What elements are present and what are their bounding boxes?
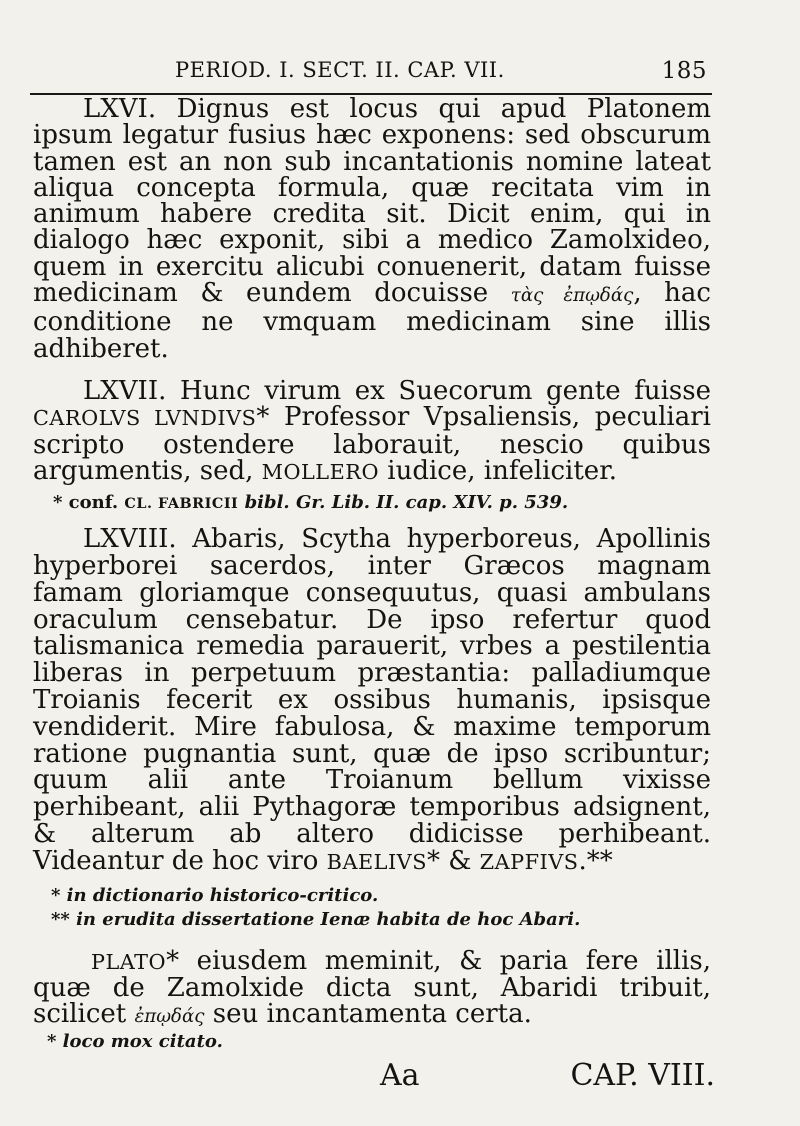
running-header [175, 58, 715, 90]
paragraph-text: Dignus est locus qui apud Platonem ipsum legatur fusius hæc exponens: sed obscurum tamen est an non sub incantationis nomine lateat aliqua concepta formula, quæ recitata vim in animum habere credita sit. Dicit enim, qui in dialogo hæc exponit, sibi a medico Zamolxideo, quem in exercitu alicubi conuenerit, datam fuisse medicinam & eundem docuisse [33, 94, 711, 309]
paragraph-numeral: LXVIII. [83, 524, 177, 555]
paragraph-66 [33, 96, 711, 362]
greek-phrase: τὰς ἐπῳδάς [510, 285, 634, 307]
paragraph-text: * Professor Vpsaliensis, peculiari scripto ostendere laborauit, nescio quibus argumentis, sed, [33, 402, 711, 486]
paragraph-numeral: LXVII. [83, 375, 167, 406]
paragraph-text: , hac conditione ne vmquam medicinam sine illis adhiberet. [33, 278, 711, 364]
paragraph-text: * & [426, 845, 472, 876]
person-name: BAELIVS [326, 849, 427, 874]
paragraph-67 [33, 375, 711, 486]
text-block [33, 96, 711, 1054]
footnote: * loco mox citato. [47, 1031, 223, 1053]
paragraph-68 [33, 526, 711, 875]
page-footer [380, 1058, 715, 1098]
person-name: CAROLVS LVNDIVS [33, 406, 257, 431]
greek-phrase: ἐπῳδάς [134, 1006, 205, 1028]
paragraph-text: iudice, infeliciter. [387, 455, 618, 486]
paragraph-text: .** [578, 845, 613, 876]
catchword: CAP. VIII. [570, 1058, 715, 1093]
paragraph-text: seu incantamenta certa. [212, 999, 532, 1030]
person-name: ZAPFIVS [479, 849, 579, 874]
footnote: * in dictionario historico-critico. [51, 884, 379, 906]
person-name: MOLLERO [261, 459, 380, 484]
paragraph-text: * eiusdem meminit, & paria fere illis, quæ de Zamolxide dicta sunt, Abaridi tribuit, scilicet [33, 945, 711, 1030]
footnote [33, 491, 711, 516]
signature-mark: Aa [380, 1058, 420, 1093]
paragraph-text: Hunc virum ex Suecorum gente fuisse [179, 375, 711, 406]
person-name: PLATO [91, 949, 167, 974]
running-title: PERIOD. I. SECT. II. CAP. VII. [175, 58, 505, 82]
paragraph-69 [33, 945, 711, 1031]
footnote-marker: * conf. [53, 492, 119, 514]
page-number: 185 [661, 58, 707, 84]
footnote: ** in erudita dissertatione Ienæ habita de hoc Abari. [51, 908, 581, 930]
paragraph-numeral: LXVI. [83, 94, 157, 124]
paragraph-text: Abaris, Scytha hyperboreus, Apollinis hyperborei sacerdos, inter Græcos magnam famam gloriamque consequutus, quasi ambulans oraculum censebatur. De ipso refertur quod talismanica remedia parauerit, vrbes a pestilentia liberas in perpetuum præstantia: palladiumque Troianis fecerit ex ossibus humanis, ipsisque vendiderit. Mire fabulosa, & maxime temporum ratione pugnantia sunt, quæ de ipso scribuntur; quum alii ante Troianum bellum vixisse perhibeant, alii Pythagoræ temporibus adsignent, & alterum ab altero didicisse perhibeant. Videantur de hoc viro [33, 524, 711, 876]
footnote-reference: bibl. Gr. Lib. II. cap. XIV. p. 539. [244, 492, 569, 514]
person-name: CL. FABRICII [124, 495, 239, 513]
